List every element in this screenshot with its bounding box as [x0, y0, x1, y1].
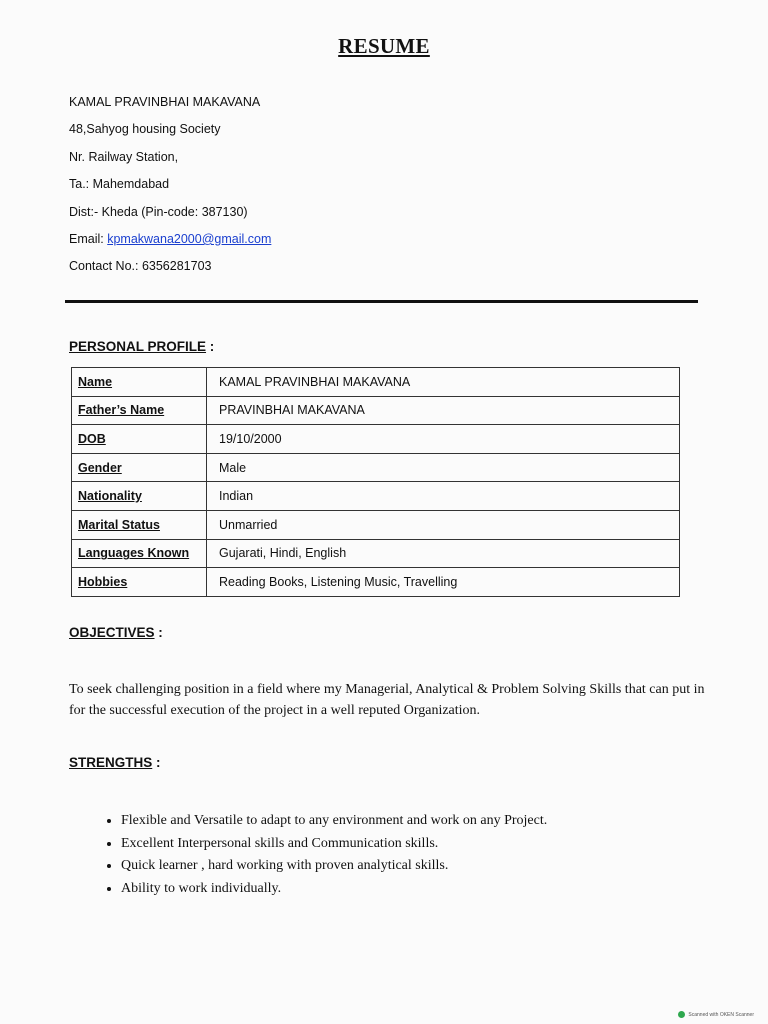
profile-key: DOB	[72, 425, 207, 454]
profile-key: Gender	[72, 453, 207, 482]
profile-row	[72, 368, 680, 397]
profile-value: Male	[207, 453, 680, 482]
profile-value: PRAVINBHAI MAKAVANA	[207, 396, 680, 425]
profile-key: Hobbies	[72, 568, 207, 597]
personal-profile-heading-text: PERSONAL PROFILE	[69, 339, 207, 354]
profile-value: Indian	[207, 482, 680, 511]
profile-key: Marital Status	[72, 510, 207, 539]
strength-item: • Ability to work individually.	[121, 878, 681, 901]
email-link[interactable]: kpmakwana2000@gmail.com	[107, 231, 272, 246]
personal-profile-heading	[69, 339, 214, 354]
profile-row	[72, 539, 680, 568]
profile-value: KAMAL PRAVINBHAI MAKAVANA	[207, 368, 680, 397]
profile-value: Reading Books, Listening Music, Travelling	[207, 568, 680, 597]
profile-key: Nationality	[72, 482, 207, 511]
profile-value: Gujarati, Hindi, English	[207, 539, 680, 568]
profile-row	[72, 510, 680, 539]
objectives-heading	[69, 625, 163, 640]
profile-row	[72, 425, 680, 454]
profile-row	[72, 568, 680, 597]
profile-value: Unmarried	[207, 510, 680, 539]
email-line	[69, 230, 271, 257]
contact-name: KAMAL PRAVINBHAI MAKAVANA	[69, 95, 261, 109]
profile-row	[72, 453, 680, 482]
address-line-1: 48,Sahyog housing Society	[69, 122, 221, 137]
strengths-heading-colon: :	[152, 755, 161, 770]
personal-profile-heading-colon: :	[206, 339, 215, 354]
objective-text: To seek challenging position in a field where my Managerial, Analytical & Problem Solving Skills that can put in for the successful execution of the project in a well reputed Organization.	[69, 682, 705, 718]
document-title: RESUME	[338, 34, 430, 58]
address-line-2: Nr. Railway Station,	[69, 149, 179, 164]
district: Dist:- Kheda (Pin-code: 387130)	[69, 204, 248, 219]
profile-row	[72, 396, 680, 425]
contact-number: Contact No.: 6356281703	[69, 259, 212, 274]
strengths-heading	[69, 755, 161, 770]
strengths-list	[69, 810, 681, 900]
profile-row	[72, 482, 680, 511]
strengths-heading-text: STRENGTHS	[69, 755, 153, 770]
objectives-heading-colon: :	[154, 625, 163, 640]
profile-key: Languages Known	[72, 539, 207, 568]
taluka: Ta.: Mahemdabad	[69, 177, 170, 192]
strength-item: • Quick learner , hard working with proven analytical skills.	[121, 855, 681, 878]
scanner-watermark-text: Scanned with OKEN Scanner	[688, 1011, 754, 1018]
strength-item: • Excellent Interpersonal skills and Communication skills.	[121, 833, 681, 856]
profile-value: 19/10/2000	[207, 425, 680, 454]
horizontal-divider	[65, 300, 698, 303]
strength-item: • Flexible and Versatile to adapt to any environment and work on any Project.	[121, 810, 681, 833]
profile-key: Name	[72, 368, 207, 397]
objectives-heading-text: OBJECTIVES	[69, 625, 155, 640]
personal-profile-table	[71, 367, 680, 597]
scanner-watermark	[678, 1011, 754, 1018]
scanner-logo-icon	[678, 1011, 685, 1018]
contact-block	[69, 93, 271, 285]
email-label: Email:	[69, 231, 108, 246]
profile-key: Father’s Name	[72, 396, 207, 425]
